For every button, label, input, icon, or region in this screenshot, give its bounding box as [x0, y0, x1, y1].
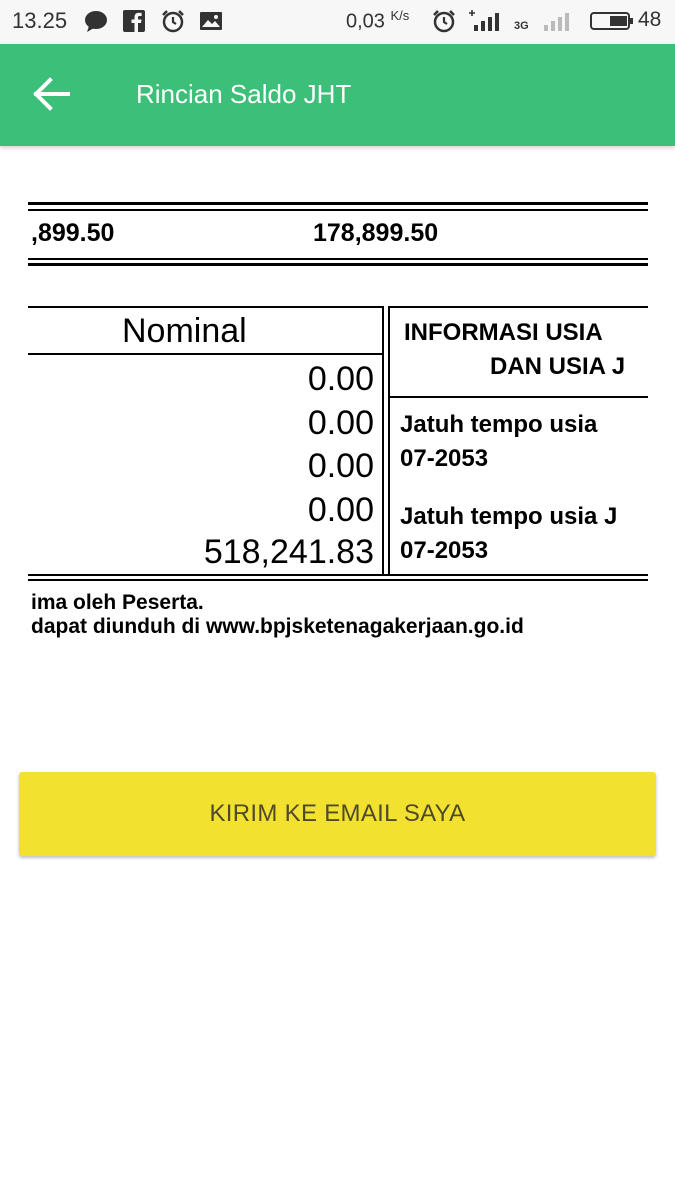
info-row-label: Jatuh tempo usia	[400, 411, 598, 438]
table-border	[28, 579, 648, 581]
back-arrow-icon[interactable]	[26, 68, 80, 122]
page-title: Rincian Saldo JHT	[136, 79, 352, 109]
nominal-value: 0.00	[307, 447, 374, 485]
divider	[28, 202, 648, 205]
table-border	[389, 396, 648, 398]
info-row-date: 07-2053	[400, 445, 489, 472]
battery-level: 48	[638, 8, 662, 31]
footnote-line: dapat diunduh di www.bpjsketenagakerjaan.go.id	[31, 615, 524, 638]
footnote-line: ima oleh Peserta.	[31, 591, 204, 614]
alarm-clock-icon	[161, 9, 185, 33]
info-row-label: Jatuh tempo usia J	[400, 503, 618, 530]
network-type: 3G	[514, 20, 529, 32]
table-border	[389, 306, 648, 308]
divider	[28, 263, 648, 266]
status-bar	[0, 0, 675, 44]
send-email-label: KIRIM KE EMAIL SAYA	[209, 800, 466, 827]
nominal-value: 0.00	[307, 404, 374, 442]
nominal-total-value: 518,241.83	[203, 533, 374, 571]
send-email-button[interactable]	[19, 772, 656, 856]
status-time: 13.25	[12, 8, 68, 33]
nominal-value: 0.00	[307, 491, 374, 529]
info-header-line1: INFORMASI USIA	[404, 319, 603, 346]
image-icon	[199, 9, 223, 33]
chat-icon	[84, 9, 108, 33]
signal-weak-icon	[536, 9, 576, 33]
speed-value: 0,03	[346, 10, 385, 33]
divider	[28, 209, 648, 211]
table-border	[28, 353, 384, 355]
app-bar	[0, 44, 675, 146]
battery-icon	[590, 9, 634, 33]
nominal-value: 0.00	[307, 360, 374, 398]
total-left-value: ,899.50	[31, 219, 115, 247]
nominal-header: Nominal	[122, 312, 247, 350]
network-speed	[346, 8, 409, 34]
info-row-date: 07-2053	[400, 537, 489, 564]
facebook-icon	[122, 9, 146, 33]
table-border	[382, 306, 384, 576]
speed-unit: K/s	[390, 8, 410, 23]
table-border	[388, 306, 390, 576]
table-border	[28, 574, 648, 576]
info-header-line2: DAN USIA J	[490, 353, 626, 380]
statement-document	[0, 146, 675, 666]
divider	[28, 258, 648, 260]
signal-icon	[466, 9, 506, 33]
total-right-value: 178,899.50	[313, 219, 439, 247]
table-border	[28, 306, 384, 308]
alarm-icon	[432, 9, 456, 33]
